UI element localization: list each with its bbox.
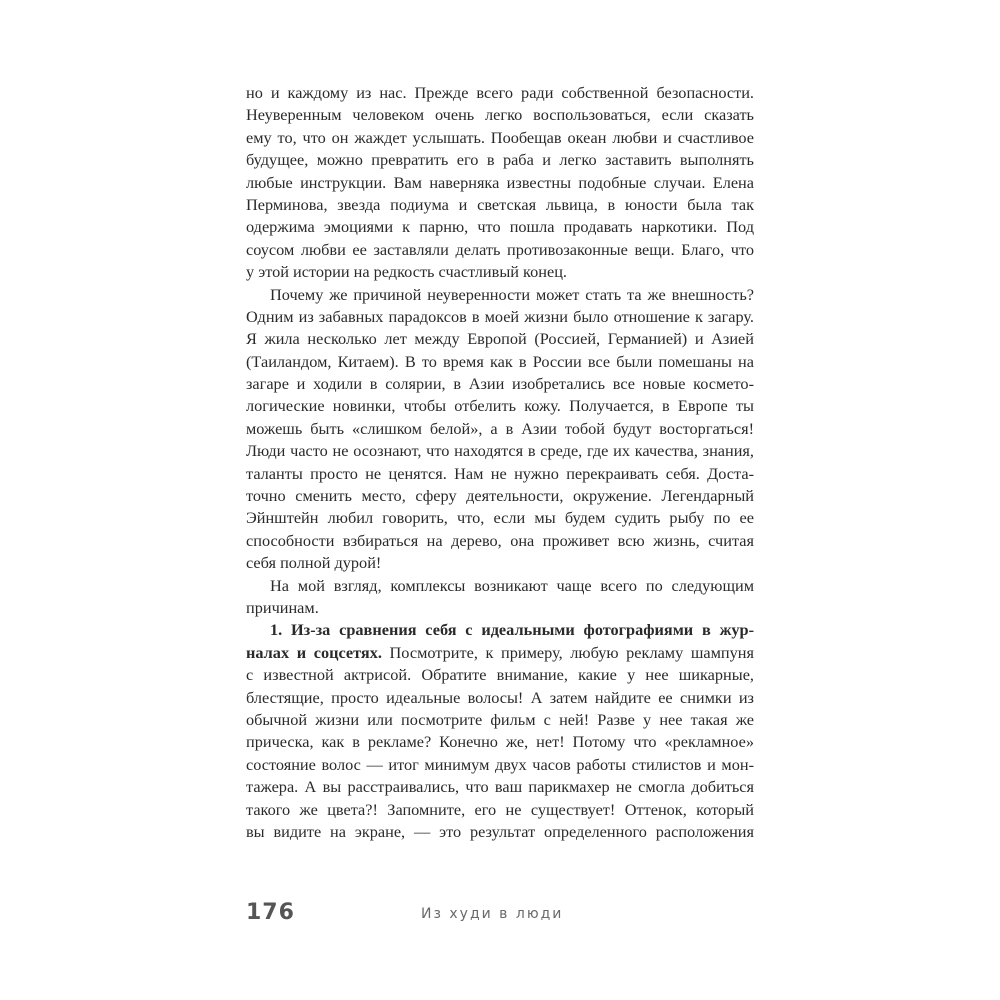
text-line: точно сменить место, сферу деятельности, окружение. Легендарный	[246, 486, 754, 506]
text-line: тажера. А вы расстраивались, что ваш парикмахер не смогла добиться	[246, 777, 754, 797]
text-line: одержима эмоциями к парню, что пошла продавать наркотики. Под	[246, 217, 754, 237]
running-title: Из худи в люди	[421, 906, 564, 922]
text-line: способности взбираться на дерево, она проживет всю жизнь, считая	[246, 530, 754, 550]
body-text	[246, 82, 754, 843]
list-heading-bold: налах и соцсетях.	[246, 642, 382, 662]
list-text: Посмотрите, к примеру, любую рекламу шампуня	[381, 642, 754, 662]
text-line: Перминова, звезда подиума и светская львица, в юности была так	[246, 194, 754, 214]
text-line: можешь быть «слишком белой», а в Азии тобой будут восторгаться!	[246, 418, 754, 438]
text-line: соусом любви ее заставляли делать противозаконные вещи. Благо, что	[246, 239, 754, 259]
list-heading-bold: 1. Из-за сравнения себя с идеальными фотографиями в жур-	[270, 620, 754, 640]
text-line: таланты просто не ценятся. Нам не нужно перекраивать себя. Доста-	[246, 463, 754, 483]
text-line: любые инструкции. Вам наверняка известны подобные случаи. Елена	[246, 172, 754, 192]
text-line: блестящие, просто идеальные волосы! А затем найдите ее снимки из	[246, 687, 754, 707]
text-line: ему то, что он жаждет услышать. Пообещав океан любви и счастливое	[246, 127, 754, 147]
text-line: вы видите на экране, — это результат определенного расположения	[246, 821, 754, 841]
text-line: Одним из забавных парадоксов в моей жизни было отношение к загару.	[246, 306, 754, 326]
text-line: себя полной дурой!	[246, 553, 382, 573]
text-line: Неуверенным человеком очень легко воспользоваться, если сказать	[246, 105, 754, 125]
text-line: Почему же причиной неуверенности может стать та же внешность?	[270, 284, 754, 304]
text-line: обычной жизни или посмотрите фильм с ней! Разве у нее такая же	[246, 709, 754, 729]
text-line: состояние волос — итог минимум двух часов работы стилистов и мон-	[246, 754, 754, 774]
text-line: у этой истории на редкость счастливый конец.	[246, 262, 567, 282]
text-line: (Таиландом, Китаем). В то время как в России все были помешаны на	[246, 351, 754, 371]
text-line	[246, 619, 754, 641]
text-line: с известной актрисой. Обратите внимание, какие у нее шикарные,	[246, 665, 754, 685]
page-footer	[246, 900, 754, 936]
text-line: загаре и ходили в солярии, в Азии изобретались все новые космето-	[246, 374, 754, 394]
text-line	[246, 642, 754, 664]
text-line: но и каждому из нас. Прежде всего ради собственной безопасности.	[246, 83, 754, 102]
text-line: такого же цвета?! Запомните, его не существует! Оттенок, который	[246, 799, 754, 819]
text-line: причинам.	[246, 597, 319, 617]
text-line: Эйнштейн любил говорить, что, если мы будем судить рыбу по ее	[246, 508, 754, 528]
text-line: логические новинки, чтобы отбелить кожу. Получается, в Европе ты	[246, 396, 754, 416]
page-number: 176	[246, 900, 295, 925]
text-line: Я жила несколько лет между Европой (Россией, Германией) и Азией	[246, 329, 754, 349]
text-line: Люди часто не осознают, что находятся в среде, где их качества, знания,	[246, 441, 754, 461]
text-line: На мой взгляд, комплексы возникают чаще всего по следующим	[270, 575, 754, 595]
text-line: будущее, можно превратить его в раба и легко заставить выполнять	[246, 150, 754, 170]
text-line: прическа, как в рекламе? Конечно же, нет! Потому что «рекламное»	[246, 732, 754, 752]
